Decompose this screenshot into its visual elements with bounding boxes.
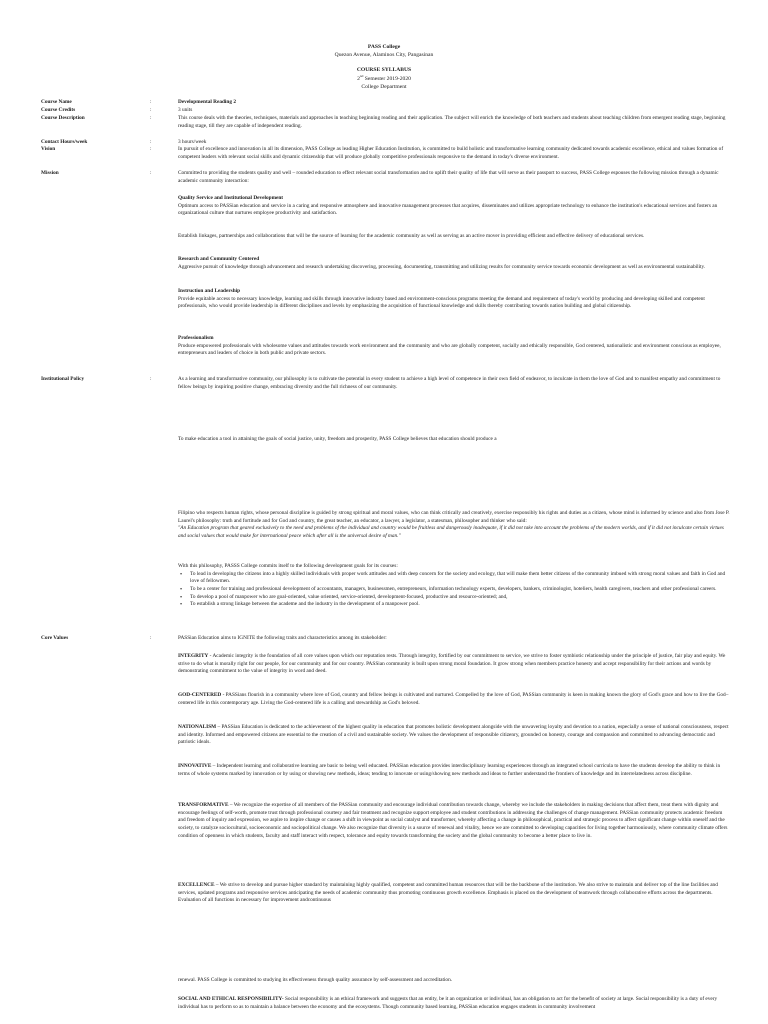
document-header — [0, 44, 768, 92]
policy-goals: With this philosophy, PASSS College commits itself to the following development goals for its courses: • To lead in developing the citizens into a highly skilled individuals with proper work attitudes and with deep concern for the society and ecology, that will make them better citizens of the community imbued with strong moral values and faith in God and love of fellowmen. • To be a center for training and professional development of accountants, managers, businessmen, entrepreneurs, information technology experts, developers, bankers, criminologist, hoteliers, health caregivers, teachers and other professional careers. • To develop a pool of manpower who are goal-oriented, value oriented, service-oriented, development-focused, productive and resource-oriented; and, • To establish a strong linkage between the academe and the industry in the development of a manpower pool. — [178, 563, 731, 609]
goals-list — [178, 571, 731, 609]
excellence-continued: renewal. PASS College is committed to studying its effectiveness through quality assurance by self-assessment and accreditation. — [178, 977, 453, 983]
list-item: • To be a center for training and professional development of accountants, managers, businessmen, entrepreneurs, information technology experts, developers, bankers, criminologist, hoteliers, health caregivers, teachers and other professional careers. — [178, 586, 731, 594]
core-value-transformative: TRANSFORMATIVE – We recognize the expertise of all members of the PASSian community and encourage individual contribution towards change, whereby we include the stakeholders in making decisions that affect them, treat them with dignity and encourage feelings of self-worth, promote trust through professional courtesy and fair treatment and recognize support employee and student contributions in addressing the challenges of change management. PASSian community protects academic freedom and freedom of inquiry and expression, we aspire to inspire change or causes a shift in viewpoint as social catalyst and transformer, whereby affecting a change in philosophical, practical and strategic process to affect significant change within oneself and the society, to catalyze sociocultural, socioeconomic and sociopolitical change. We also recognize that diversity is a source of renewal and vitality, hence we are committed to developing capacities for living together harmoniously, where community climate offers condition of openness in which students, faculty and staff interact with respect, tolerance and equity towards transforming the society and the global community to become a better place to live in. — [178, 802, 728, 839]
mission-research: Research and Community Centered Aggressive pursuit of knowledge through advancement and research undertaking discovering, processing, documenting, transmitting and utilizing results for community service towards economic development as well as environmental sustainability. — [178, 256, 706, 270]
core-value-innovative: INNOVATIVE – Independent learning and collaborative learning are basic to being well educated. PASSian education provides interdisciplinary learning experiences through an integrated school curricula to have the students develop the ability to think in terms of whole systems marked by innovation or by using or showing new methods, ideas; tending to innovate or using/showing new methods and ideas to further understand the frontiers of knowledge and its interrelatedness across discipline. — [178, 763, 721, 777]
list-item: • To lead in developing the citizens into a highly skilled individuals with proper work attitudes and with deep concern for the society and ecology, that will make them better citizens of the community imbued with strong moral values and faith in God and love of fellowmen. — [178, 571, 731, 586]
core-value-excellence: EXCELLENCE – We strive to develop and pursue higher standard by maintaining highly qualified, competent and committed human resources that will be the backbone of the institution. We also strive to maintain and deliver top of the line facilities and services, updated programs and responsive services anticipating the needs of academic community thus promoting continuous growth excellence. Emphasis is placed on the development of teamwork through collaborative efforts across the departments. Evaluation of all functions in necessary for improvement andcontinuous — [178, 882, 718, 904]
semester: 2nd Semester 2019-2020 — [357, 74, 411, 83]
list-item: • To establish a strong linkage between the academe and the industry in the development of a manpower pool. — [178, 601, 731, 609]
mission-professionalism: Professionalism Produce empowered professionals with wholesome values and attitudes towards work environment and the community and who are globally competent, socially and ethically responsible, God centered, nationalistic and environment conscious as employee, entrepreneurs and leaders of choice in both public and private sectors. — [178, 335, 721, 357]
core-value-social-responsibility: SOCIAL AND ETHICAL RESPONSIBILITY- Social responsibility is an ethical framework and suggests that an entity, be it an organization or individual, has an obligation to act for the benefit of society at large. Social responsibility is a duty of every individual has to perform so as to maintain a balance between the economy and the ecosystems. Though community based learning, PASSian education engages students in community involvement — [178, 996, 718, 1010]
list-item: • To develop a pool of manpower who are goal-oriented, value oriented, service-oriented, development-focused, productive and resource-oriented; and, — [178, 594, 731, 602]
document-title: COURSE SYLLABUS — [356, 66, 412, 73]
school-address: Quezon Avenue, Alaminos City, Pangasinan — [334, 51, 434, 58]
mission-linkages: Establish linkages, partnerships and collaborations that will be the source of learning for the academic community as well as serving as an active mover in providing efficient and effective delivery of educational services. — [178, 233, 645, 239]
school-name: PASS College — [367, 44, 401, 50]
mission-instruction: Instruction and Leadership Provide equitable access to necessary knowledge, learning and skills through innovative industry based and environment-conscious programs meeting the demand and requirement of today's world by producing and developing skilled and competent professionals, who would provide leadership in different disciplines and levels by emphasizing the acquisition of functional knowledge and skills thereby contributing towards nation building and global citizenship. — [178, 288, 705, 310]
laurel-quote: "An Education program that geared exclusively to the need and problems of the individual and country would be fruitless and dangerously inadequate, if it did not take into account the problems of the modern worlds, and if it did not inculcate certain virtues and social values that would make for international peace which after all is the universal desire of man." — [178, 525, 724, 540]
core-value-nationalism: NATIONALISM – PASSian Education is dedicated to the achievement of the highest quality in education that promotes holistic development alongside with the unwavering loyalty and devotion to a nation, especially a sense of national consciousness, respect and identity. Informed and empowered citizens are essential to the creation of a civil and sustainable society. We values the development of responsible citizenry, grounded on honesty, courage and compassion and committed to advancing democratic and patriotic ideals. — [178, 724, 729, 746]
core-value-god-centered: GOD-CENTERED - PASSians flourish in a community where love of God, country and fellow beings is cultivated and nurtured. Compelled by the love of God, PASSian community is keen in making known the glory of God's grace and how to live the God–centered life in this contemporary age. Living the God-centered life is a calling and stewardship as God's beloved. — [178, 692, 729, 706]
core-value-integrity: INTEGRITY - Academic integrity is the foundation of all core values upon which our reputation rests. Through integrity, fortified by our commitment to service, we strive to foster symbiotic relationship under the principle of justice, fair play and equity. We strive to do what is morally right for our people, for our community and for our country. PASSian community is built upon strong moral foundation. It grow strong when members practice honesty and accept responsibility for their actions and words by demonstrating commitment to the value of integrity in word and deed. — [178, 653, 726, 675]
department: College Department — [361, 84, 407, 91]
mission-quality-service: Quality Service and Institutional Development Optimum access to PASSian education and service in a caring and responsive atmosphere and innovative management processes that acquires, disseminates and utilizes appropriate technology to enhance the institution's educational services and fosters an organizational culture that nurtures employee productivity and satisfaction. — [178, 195, 718, 217]
policy-paragraph-3: Filipino who respects human rights, whose personal discipline is guided by strong spiritual and moral values, who can think critically and creatively, exercise responsibly his rights and duties as a citizen, whose mind is informed by science and also from Jose P. Laurel's philosophy: truth and fortitude and for God and country, the great teacher, an educator, a lawyer, a legislator, a statesman, philosopher and thinker who said: "An Education program that geared exclusively to the need and problems of the individual and country would be fruitless and dangerously inadequate, if it did not take into account the problems of the modern worlds, and if it did not inculcate certain virtues and social values that would make for international peace which after all is the universal desire of man." — [178, 510, 730, 540]
policy-paragraph-2: To make education a tool in attaining the goals of social justice, unity, freedom and prosperity, PASS College believes that education should produce a — [178, 436, 497, 442]
